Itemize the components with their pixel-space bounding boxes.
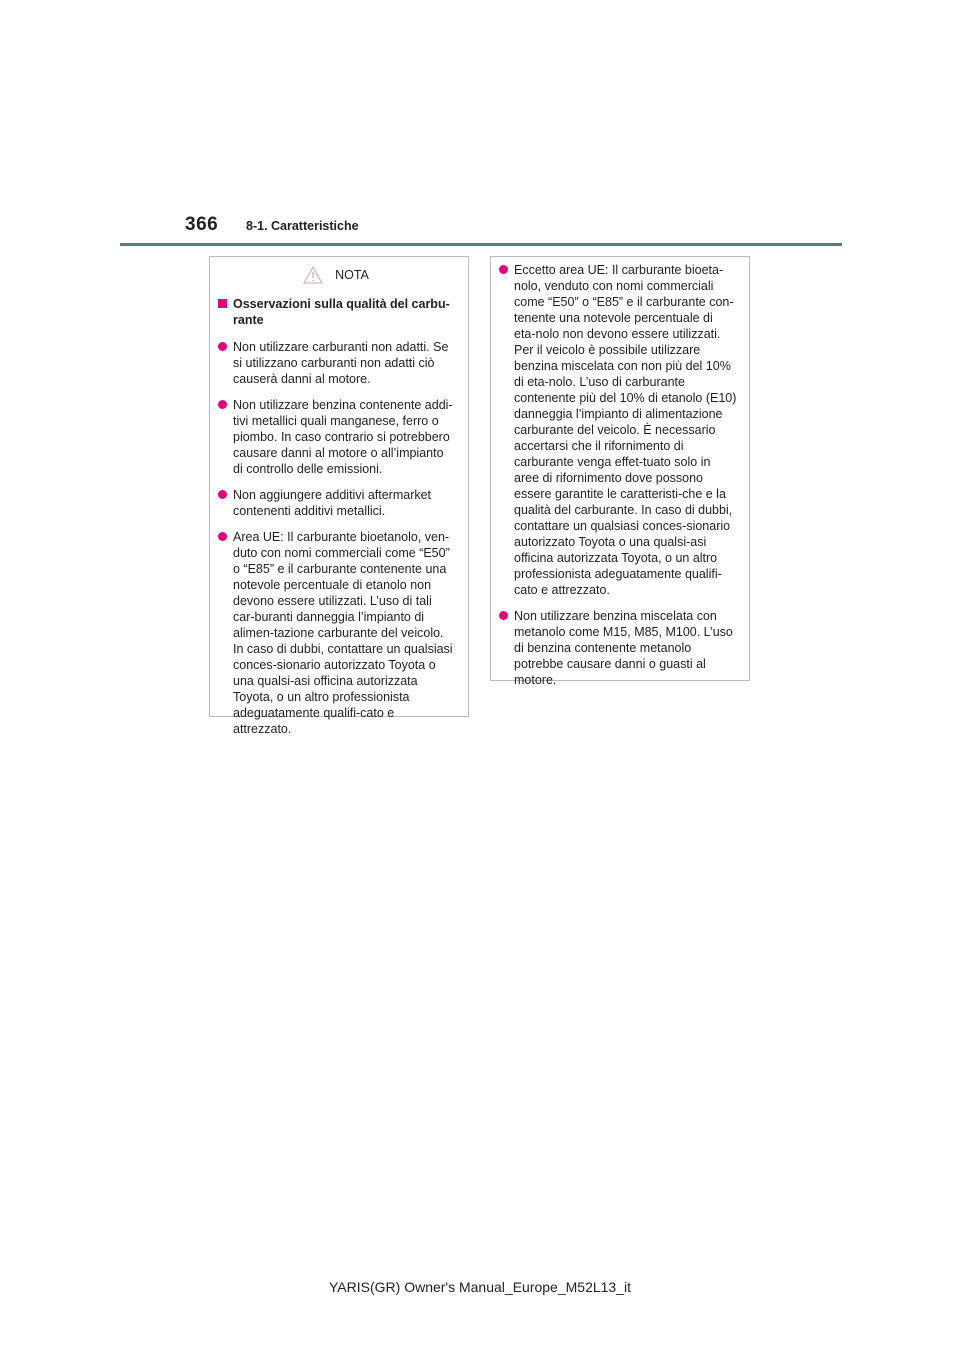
list-item-text: Eccetto area UE: Il carburante bioeta-nolo, venduto con nomi commerciali come “E50” o “E85” e il carburante con-tenente una notevole percentuale di eta-nolo non devono essere utilizzati. Per il veicolo è possibile utilizzare benzina miscelata con non più del 10% di eta-nolo. L’uso di carburante contenente più del 10% di etanolo (E10) danneggia l’impianto di alimentazione carburante del veicolo. È necessario accertarsi che il rifornimento di carburante venga effet-tuato solo in aree di rifornimento dove possono essere garantite le caratteristi-che e la qualità del carburante. In caso di dubbi, contattare un qualsiasi conces-sionario autorizzato Toyota o una qualsi-asi officina autorizzata Toyota, o un altro professionista adeguatamente qualifi-cato e attrezzato. [514, 263, 737, 597]
circle-bullet-icon [499, 611, 508, 620]
footer-manual-id: YARIS(GR) Owner's Manual_Europe_M52L13_it [329, 1279, 631, 1295]
square-bullet-icon [218, 299, 227, 308]
list-item [499, 608, 737, 688]
circle-bullet-icon [218, 532, 227, 541]
circle-bullet-icon [218, 400, 227, 409]
note-box-right [490, 256, 750, 687]
section-title: 8-1. Caratteristiche [246, 219, 359, 233]
nota-label: NOTA [335, 268, 369, 282]
circle-bullet-icon [218, 342, 227, 351]
list-item [218, 397, 454, 477]
circle-bullet-icon [499, 265, 508, 274]
list-item [499, 262, 737, 598]
note-box-left [209, 256, 469, 736]
list-item-text: Non utilizzare benzina miscelata con metanolo come M15, M85, M100. L’uso di benzina contenente metanolo potrebbe causare danni o guasti al motore. [514, 609, 733, 687]
list-item-text: Non aggiungere additivi aftermarket contenenti additivi metallici. [233, 488, 432, 518]
heading-text: Osservazioni sulla qualità del carbu-rante [233, 297, 450, 327]
page-number: 366 [185, 214, 219, 235]
list-item [218, 339, 454, 387]
list-item-text: Non utilizzare carburanti non adatti. Se si utilizzano carburanti non adatti ciò causerà danni al motore. [233, 340, 449, 386]
list-item [218, 487, 454, 519]
list-item [218, 529, 454, 737]
header-rule [120, 243, 842, 246]
list-item-text: Area UE: Il carburante bioetanolo, ven-duto con nomi commerciali come “E50” o “E85” e il carburante contenente una notevole percentuale di etanolo non devono essere utilizzati. L’uso di tali car-buranti danneggia l’impianto di alimen-tazione carburante del veicolo. In caso di dubbi, contattare un qualsiasi conces-sionario autorizzato Toyota o una qualsi-asi officina autorizzata Toyota, o un altro professionista adeguatamente qualifi-cato e attrezzato. [233, 530, 453, 736]
section-heading [218, 296, 454, 328]
list-item-text: Non utilizzare benzina contenente addi-tivi metallici quali manganese, ferro o piombo. In caso contrario si potrebbero causare danni al motore o all’impianto di controllo delle emissioni. [233, 398, 453, 476]
nota-label-row [218, 266, 454, 284]
warning-triangle-icon [303, 266, 323, 284]
circle-bullet-icon [218, 490, 227, 499]
